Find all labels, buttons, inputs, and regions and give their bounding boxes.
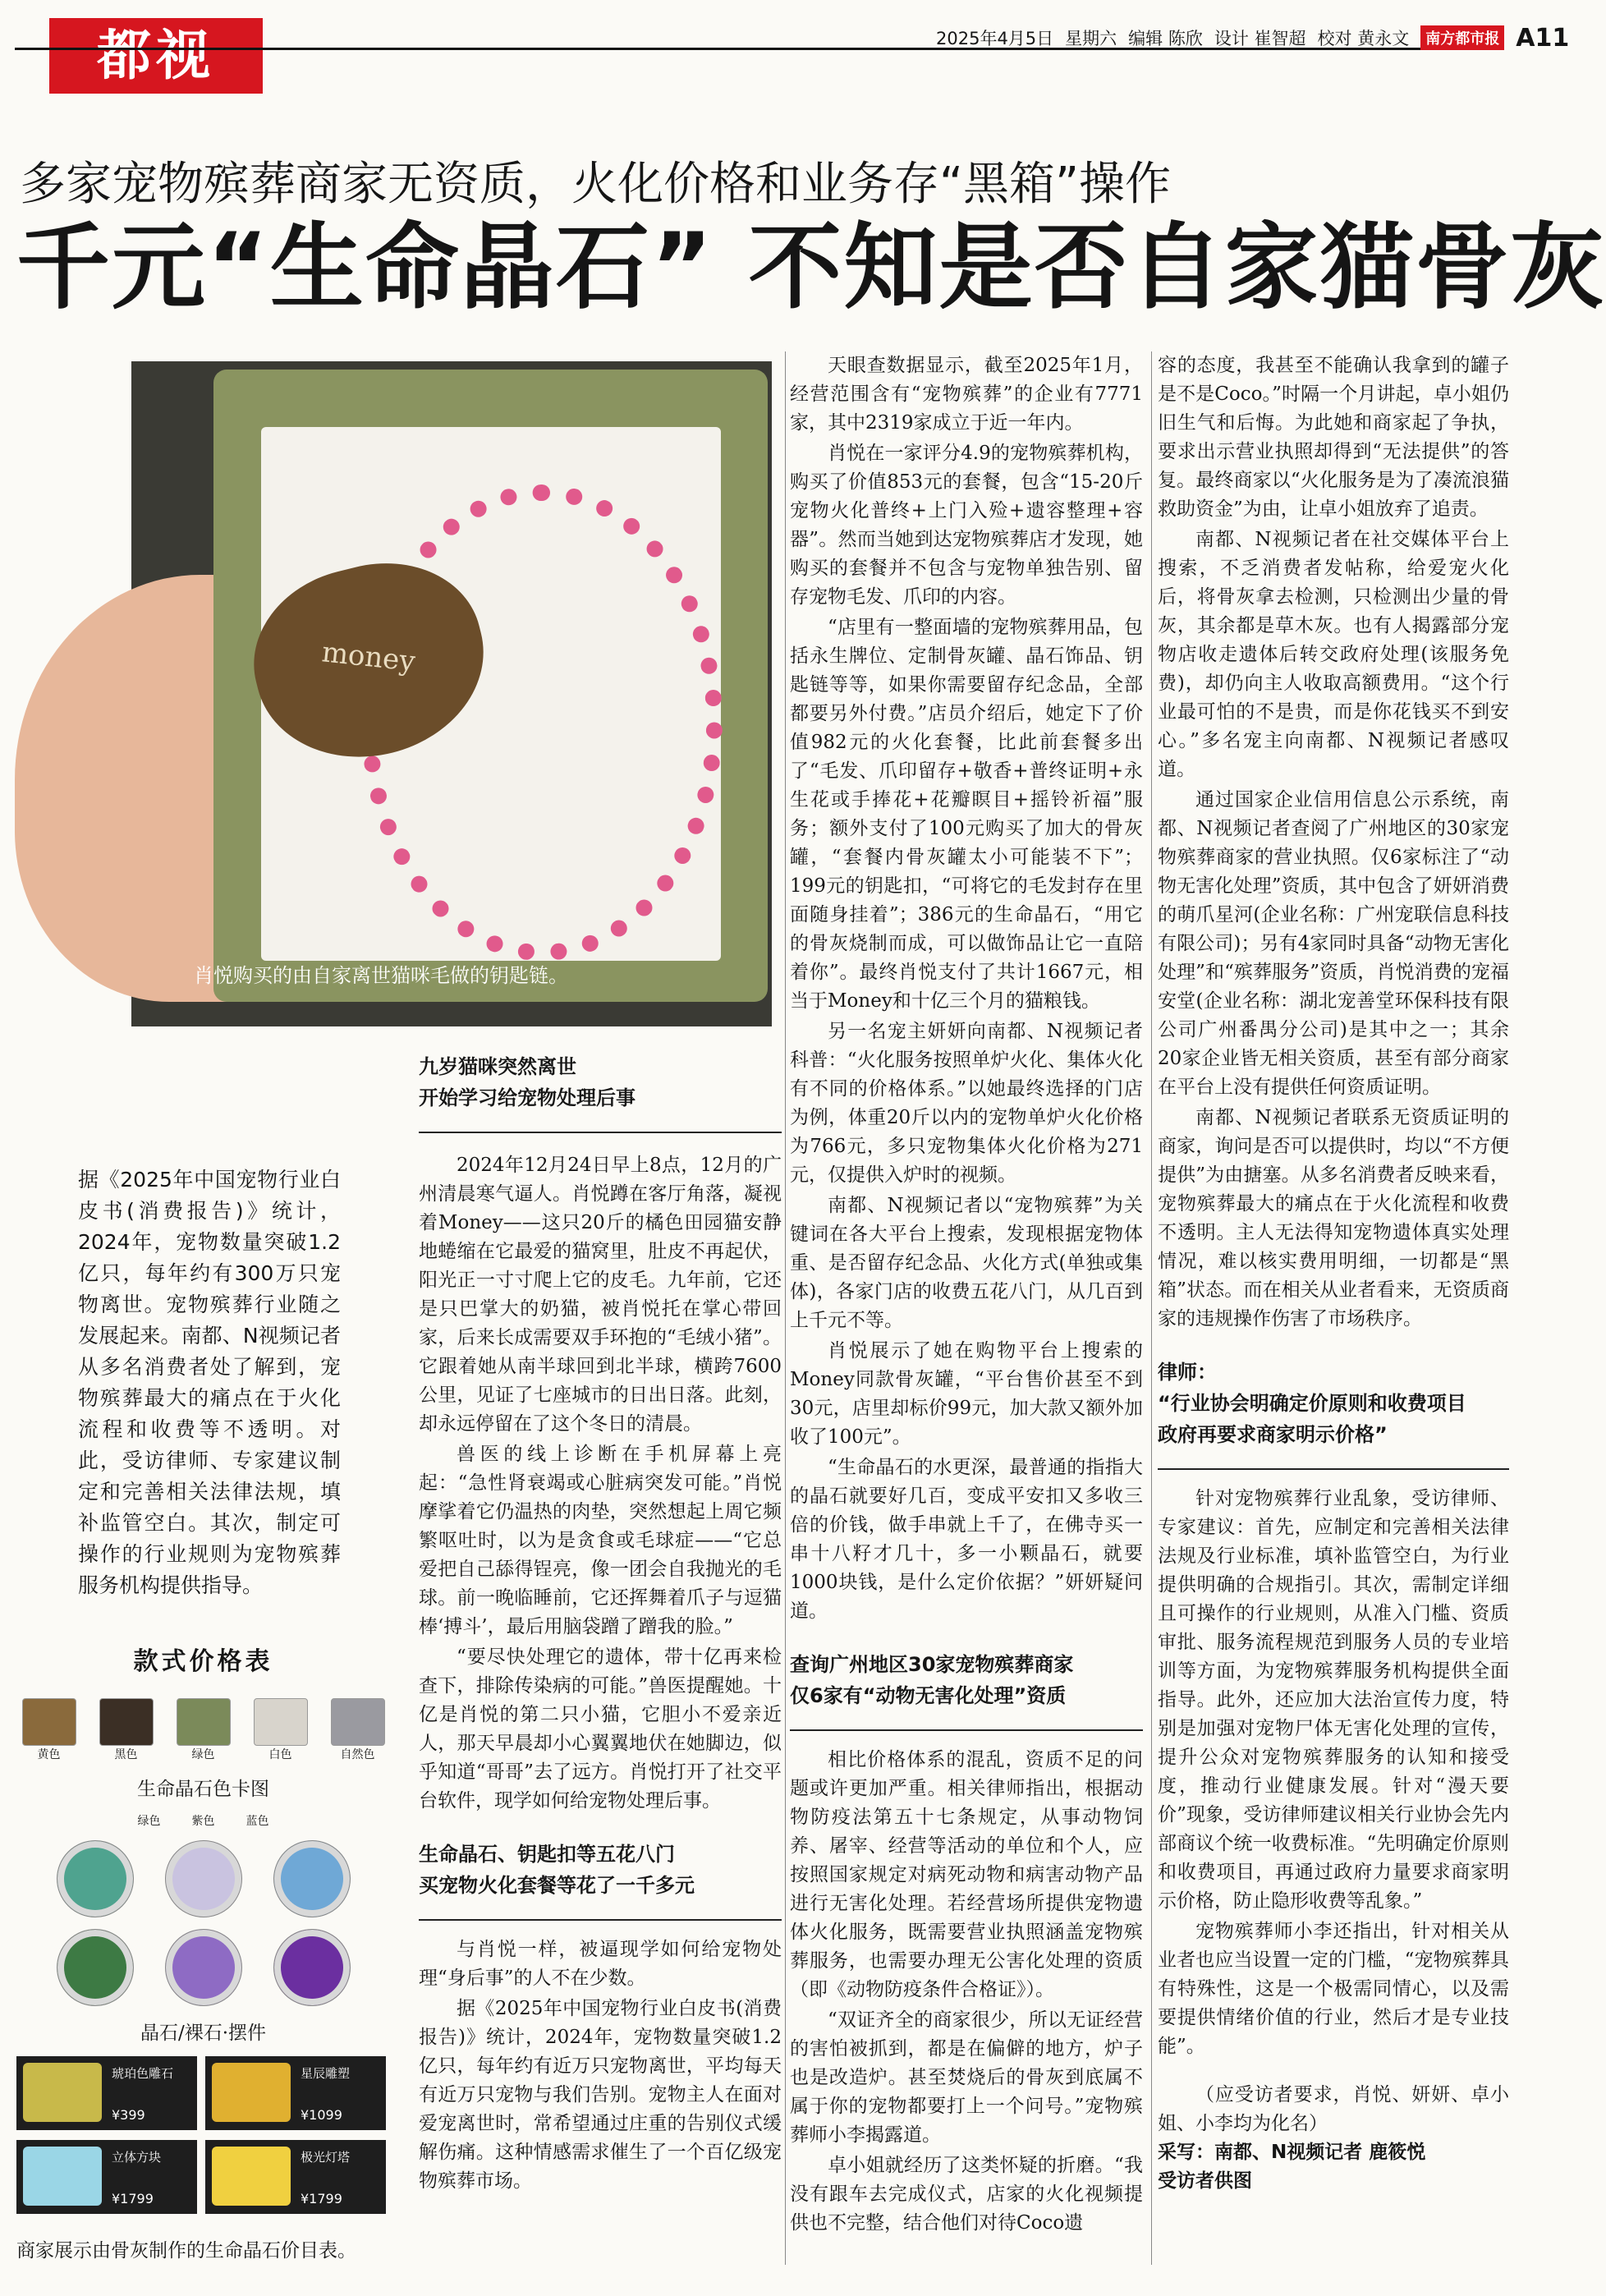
swatch-item	[22, 1698, 76, 1762]
paragraph: 通过国家企业信用信息公示系统，南都、N视频记者查阅了广州地区的30家宠物殡葬商家的营业执照。仅6家标注了“动物无害化处理”资质，其中包含了妍妍消费的萌爪星河(企业名称：广州宠联信息科技有限公司)；另有4家同时具备“动物无害化处理”和“殡葬服务”资质，肖悦消费的宠福安堂(企业名称：湖北宠善堂环保科技有限公司广州番禺分公司)是其中之一；其余20家企业皆无相关资质，甚至有部分商家在平台上没有提供任何资质证明。	[1158, 789, 1509, 1098]
source-note: （应受访者要求，肖悦、妍妍、卓小姐、小李均为化名）	[1158, 2084, 1509, 2134]
catalog-item	[205, 2140, 386, 2214]
gem-swatch	[273, 1929, 351, 2006]
article-headline: 千元“生命晶石” 不知是否自家猫骨灰	[16, 213, 1606, 322]
catalog-title: 晶石/裸石·摆件	[140, 2023, 267, 2044]
price-sheet-title: 款式价格表	[133, 1647, 273, 1676]
article-intro: 据《2025年中国宠物行业白皮书(消费报告)》统计，2024年，宠物数量突破1.2亿只，每年约有300万只宠物离世。宠物殡葬行业随之发展起来。南都、N视频记者从多名消费者处了解到，宠物殡葬最大的痛点在于火化流程和收费等不透明。对此，受访律师、专家建议制定和完善相关法律法规，填补监管空白。其次，制定可操作的行业规则为宠物殡葬服务机构提供指导。	[78, 1168, 341, 1597]
gem-swatch	[165, 1840, 242, 1917]
paragraph: 另一名宠主妍妍向南都、N视频记者科普：“火化服务按照单炉火化、集体火化有不同的价格体系。”以她最终选择的门店为例，体重20斤以内的宠物单炉火化价格为766元，多只宠物集体火化价格为271元，仅提供入炉时的视频。	[790, 1021, 1143, 1186]
catalog-item-name: 立体方块	[112, 2150, 162, 2165]
catalog-item	[205, 2056, 386, 2130]
page-number: A11	[1516, 23, 1570, 53]
editor-credit: 编辑 陈欣	[1128, 29, 1203, 48]
byline-reporter: 采写：南都、N视频记者 鹿筱悦	[1158, 2142, 1426, 2163]
swatch-label: 自然色	[340, 1748, 375, 1761]
paragraph: 兽医的线上诊断在手机屏幕上亮起：“急性肾衰竭或心脏病突发可能。”肖悦摩挲着它仍温热的肉垫，突然想起上周它频繁呕吐时，以为是贪食或毛球症——“它总爱把自己舔得锃亮，像一团会自我抛光的毛球。前一晚临睡前，它还挥舞着爪子与逗猫棒‘搏斗’，最后用脑袋蹭了蹭我的脸。”	[419, 1444, 782, 1637]
swatch-item	[99, 1698, 154, 1762]
paragraph: 肖悦在一家评分4.9的宠物殡葬机构，购买了价值853元的套餐，包含“15-20斤宠物火化普终+上门入殓+遗容整理+容器”。然而当她到达宠物殡葬店才发现，她购买的套餐并不包含与宠物单独告别、留存宠物毛发、爪印的内容。	[790, 443, 1143, 608]
paragraph: 容的态度，我甚至不能确认我拿到的罐子是不是Coco。”时隔一个月讲起，卓小姐仍旧生气和后悔。为此她和商家起了争执，要求出示营业执照却得到“无法提供”的答复。最终商家以“火化服务是为了凑流浪猫救助资金”为由，让卓小姐放弃了追责。	[1158, 355, 1509, 520]
issue-date: 2025年4月5日	[936, 29, 1054, 48]
column-rule	[1151, 351, 1152, 2265]
paragraph: 天眼查数据显示，截至2025年1月，经营范围含有“宠物殡葬”的企业有7771家，其中2319家成立于近一年内。	[790, 355, 1143, 434]
paragraph: 卓小姐就经历了这类怀疑的折磨。“我没有跟车去完成仪式，店家的火化视频提供也不完整，结合他们对待Coco遗	[790, 2155, 1143, 2234]
catalog-item-price: ¥1799	[112, 2191, 154, 2206]
section-heading: 生命晶石、钥匙扣等五花八门 买宠物火化套餐等花了一千多元	[419, 1843, 695, 1897]
gem-swatch	[57, 1840, 134, 1917]
catalog-item-name: 琥珀色雕石	[112, 2066, 174, 2081]
heading-rule	[1158, 1468, 1509, 1470]
catalog-item-price: ¥399	[112, 2107, 145, 2123]
catalog-item-price: ¥1799	[301, 2191, 342, 2206]
section-heading: 九岁猫咪突然离世 开始学习给宠物处理后事	[419, 1055, 636, 1109]
catalog-thumb	[23, 2063, 102, 2122]
color-swatch	[254, 1698, 308, 1746]
proofreader-credit: 校对 黄永文	[1317, 29, 1410, 48]
photo-money-label: money	[320, 636, 417, 678]
article-column-3	[790, 351, 1143, 2239]
catalog-row	[16, 2140, 390, 2214]
column-rule	[785, 351, 786, 2265]
gem-swatch	[273, 1840, 351, 1917]
swatch-label: 绿色	[191, 1748, 215, 1761]
swatch-item	[254, 1698, 308, 1762]
section-heading: 律师： “行业协会明确定价原则和收费项目 政府再要求商家明示价格”	[1158, 1361, 1466, 1446]
gem-row	[16, 1840, 390, 1917]
paragraph: 南都、N视频记者以“宠物殡葬”为关键词在各大平台上搜索，发现根据宠物体重、是否留存纪念品、火化方式(单独或集体)，各家门店的收费五花八门，从几百到上千元不等。	[790, 1195, 1143, 1331]
gem-label: 紫色	[191, 1815, 215, 1828]
paragraph: “双证齐全的商家很少，所以无证经营的害怕被抓到，都是在偏僻的地方，炉子也是改造炉。甚至焚烧后的骨灰到底属不属于你的宠物都要打上一个问号。”宠物殡葬师小李揭露道。	[790, 2009, 1143, 2146]
paragraph: “要尽快处理它的遗体，带十亿再来检查下，排除传染病的可能。”兽医提醒她。十亿是肖悦的第二只小猫，它胆小不爱亲近人，那天早晨却小心翼翼地伏在她脚边，似乎知道“哥哥”去了远方。肖悦打开了社交平台软件，现学如何给宠物处理后事。	[419, 1646, 782, 1812]
catalog-item-price: ¥1099	[301, 2107, 342, 2123]
heading-rule	[419, 1132, 782, 1133]
gem-labels	[16, 1812, 390, 1829]
gem-swatch	[57, 1929, 134, 2006]
paragraph: 据《2025年中国宠物行业白皮书(消费报告)》统计，2024年，宠物数量突破1.2亿只，每年约有近万只宠物离世，平均每天有近万只宠物与我们告别。宠物主人在面对爱宠离世时，常希望通过庄重的告别仪式缓解伤痛。这种情感需求催生了一个百亿级宠物殡葬市场。	[419, 1998, 782, 2192]
color-swatch	[22, 1698, 76, 1746]
color-swatch	[99, 1698, 154, 1746]
catalog-item-name: 星辰雕塑	[301, 2066, 351, 2081]
catalog-row	[16, 2056, 390, 2130]
gem-swatch	[165, 1929, 242, 2006]
section-heading: 查询广州地区30家宠物殡葬商家 仅6家有“动物无害化处理”资质	[790, 1653, 1074, 1707]
paper-logo: 南方都市报	[1420, 25, 1504, 50]
issue-weekday: 星期六	[1065, 29, 1117, 48]
paragraph: 相比价格体系的混乱，资质不足的问题或许更加严重。相关律师指出，根据动物防疫法第五十七条规定，从事动物饲养、屠宰、经营等活动的单位和个人，应按照国家规定对病死动物和病害动物产品进行无害化处理。若经营场所提供宠物遗体火化服务，既需要营业执照涵盖宠物殡葬服务，也需要办理无公害化处理的资质（即《动物防疫条件合格证》）。	[790, 1749, 1143, 2000]
paragraph: 宠物殡葬师小李还指出，针对相关从业者也应当设置一定的门槛，“宠物殡葬具有特殊性，这是一个极需同情心，以及需要提供情绪价值的行业，然后才是专业技能”。	[1158, 1921, 1509, 2057]
catalog-item-name: 极光灯塔	[301, 2150, 351, 2165]
swatch-row	[16, 1698, 390, 1762]
gem-label: 绿色	[137, 1815, 161, 1828]
masthead	[936, 21, 1570, 54]
paragraph: 南都、N视频记者在社交媒体平台上搜索，不乏消费者发帖称，给爱宠火化后，将骨灰拿去检测，只检测出少量的骨灰，其余都是草木灰。也有人揭露部分宠物店收走遗体后转交政府处理(该服务免费)，却仍向主人收取高额费用。“这个行业最可怕的不是贵，而是你花钱买不到安心。”多名宠主向南都、N视频记者感叹道。	[1158, 529, 1509, 780]
color-swatch	[331, 1698, 385, 1746]
gem-row	[16, 1929, 390, 2006]
color-swatch	[177, 1698, 231, 1746]
photo-caption: 肖悦购买的由自家离世猫咪毛做的钥匙链。	[194, 964, 568, 987]
paragraph: “生命晶石的水更深，最普通的指指大的晶石就要好几百，变成平安扣又多收三倍的价钱，做手串就上千了，在佛寺买一串十八籽才几十，多一小颗晶石，就要1000块钱，是什么定价依据？”妍妍疑问道。	[790, 1457, 1143, 1622]
paragraph: 与肖悦一样，被逼现学如何给宠物处理“身后事”的人不在少数。	[419, 1939, 782, 1989]
article-subtitle: 多家宠物殡葬商家无资质，火化价格和业务存“黑箱”操作	[20, 158, 1172, 211]
swatch-label: 黄色	[37, 1748, 61, 1761]
catalog-item	[16, 2140, 197, 2214]
gem-label: 蓝色	[245, 1815, 269, 1828]
paragraph: 肖悦展示了她在购物平台上搜索的Money同款骨灰罐，“平台售价甚至不到30元，店里却标价99元，加大款又额外加收了100元”。	[790, 1340, 1143, 1448]
paragraph: 2024年12月24日早上8点，12月的广州清晨寒气逼人。肖悦蹲在客厅角落，凝视着Money——这只20斤的橘色田园猫安静地蜷缩在它最爱的猫窝里，肚皮不再起伏，阳光正一寸寸爬上它的皮毛。九年前，它还是只巴掌大的奶猫，被肖悦托在掌心带回家，后来长成需要双手环抱的“毛绒小猪”。它跟着她从南半球回到北半球，横跨7600公里，见证了七座城市的日出日落。此刻，却永远停留在了这个冬日的清晨。	[419, 1155, 782, 1435]
price-sheet-caption: 商家展示由骨灰制作的生命晶石价目表。	[16, 2240, 356, 2262]
article-column-2	[419, 1051, 782, 2197]
price-sheet	[16, 1634, 390, 2258]
swatch-label: 白色	[268, 1748, 292, 1761]
heading-rule	[419, 1919, 782, 1921]
catalog-item	[16, 2056, 197, 2130]
gem-chart-title: 生命晶石色卡图	[137, 1779, 269, 1800]
catalog-thumb	[212, 2063, 291, 2122]
article-column-4	[1158, 351, 1509, 2196]
swatch-item	[177, 1698, 231, 1762]
byline-block	[1158, 2081, 1509, 2196]
paragraph: “店里有一整面墙的宠物殡葬用品，包括永生牌位、定制骨灰罐、晶石饰品、钥匙链等等，如果你需要留存纪念品，全部都要另外付费。”店员介绍后，她定下了价值982元的火化套餐，比此前套餐多出了“毛发、爪印留存+敬香+普终证明+永生花或手捧花+花瓣瞑目+摇铃祈福”服务；额外支付了100元购买了加大的骨灰罐，“套餐内骨灰罐太小可能装不下”；199元的钥匙扣，“可将它的毛发封存在里面随身挂着”；386元的生命晶石，“用它的骨灰烧制而成，可以做饰品让它一直陪着你”。最终肖悦支付了共计1667元，相当于Money和十亿三个月的猫粮钱。	[790, 617, 1143, 1012]
byline-photo: 受访者供图	[1158, 2170, 1252, 2192]
catalog-thumb	[23, 2147, 102, 2206]
paragraph: 针对宠物殡葬行业乱象，受访律师、专家建议：首先，应制定和完善相关法律法规及行业标准，填补监管空白，为行业提供明确的合规指引。其次，需制定详细且可操作的行业规则，从准入门槛、资质审批、服务流程规范到服务人员的专业培训等方面，为宠物殡葬服务机构提供全面指导。此外，还应加大法治宣传力度，特别是加强对宠物尸体无害化处理的宣传，提升公众对宠物殡葬服务的认知和接受度，推动行业健康发展。针对“漫天要价”现象，受访律师建议相关行业协会先内部商议个统一收费标准。“先明确定价原则和收费项目，再通过政府力量要求商家明示价格，防止隐形收费等乱象。”	[1158, 1488, 1509, 1912]
heading-rule	[790, 1729, 1143, 1731]
designer-credit: 设计 崔智超	[1214, 29, 1306, 48]
catalog-thumb	[212, 2147, 291, 2206]
section-flag: 都视	[49, 18, 263, 94]
paragraph: 南都、N视频记者联系无资质证明的商家，询问是否可以提供时，均以“不方便提供”为由搪塞。从多名消费者反映来看，宠物殡葬最大的痛点在于火化流程和收费不透明。主人无法得知宠物遗体真实处理情况，难以核实费用明细，一切都是“黑箱”状态。而在相关从业者看来，无资质商家的违规操作伤害了市场秩序。	[1158, 1107, 1509, 1329]
swatch-item	[331, 1698, 385, 1762]
swatch-label: 黑色	[114, 1748, 138, 1761]
